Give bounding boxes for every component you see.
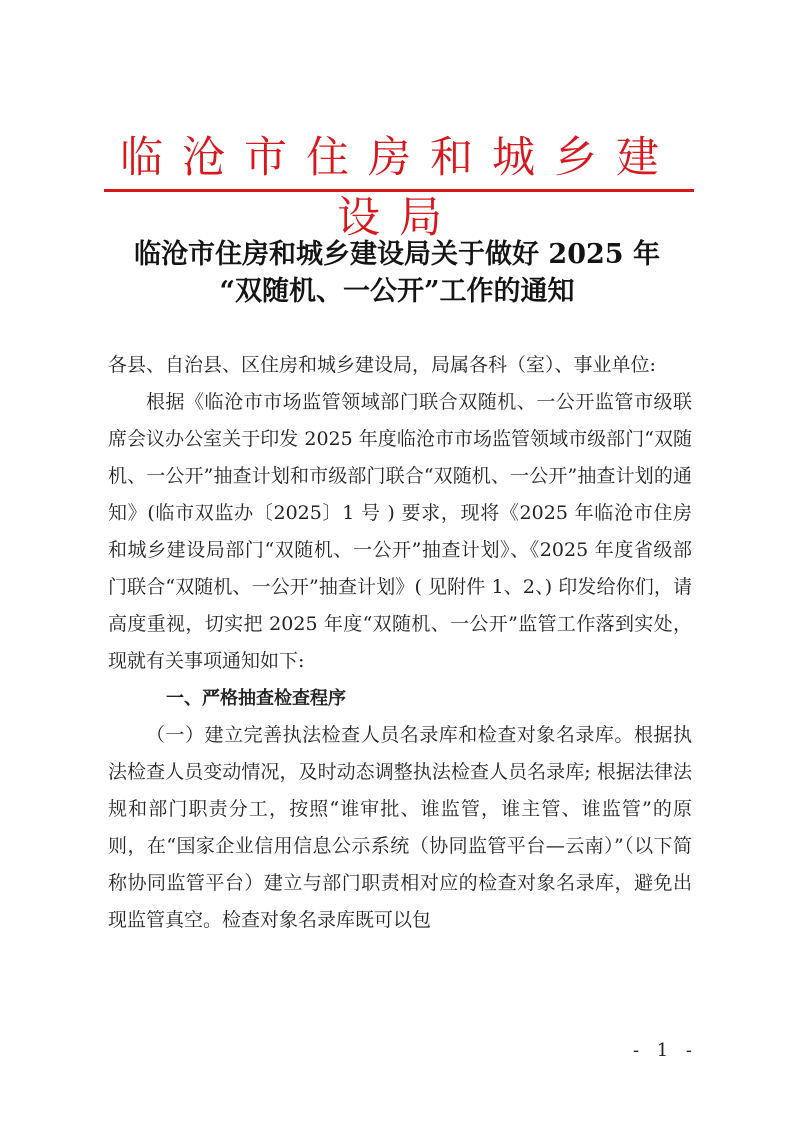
paragraph-item-1: （一）建立完善执法检查人员名录库和检查对象名录库。根据执法检查人员变动情况，及时动态调整执法检查人员名录库; 根据法律法规和部门职责分工，按照“谁审批、谁监管，谁主管、谁监管”的原则，在“国家企业信用信息公示系统（协同监管平台—云南）”（以下简称协同监管平台）建立与部门职责相对应的检查对象名录库，避免出现监管真空。检查对象名录库既可以包 <box>108 724 692 931</box>
salutation: 各县、自治县、区住房和城乡建设局，局属各科（室）、事业单位: <box>108 354 656 376</box>
section-heading-1: 一、严格抽查检查程序 <box>166 688 346 709</box>
agency-header: 临沧市住房和城乡建设局 <box>120 133 678 243</box>
notice-body <box>108 347 692 939</box>
notice-title-line-2: “双随机、一公开”工作的通知 <box>219 276 575 307</box>
header-red-rule <box>104 189 694 192</box>
notice-title-line-1: 临沧市住房和城乡建设局关于做好 2025 年 <box>134 239 660 270</box>
page-number: - 1 - <box>632 1040 698 1061</box>
paragraph-basis: 根据《临沧市市场监管领域部门联合双随机、一公开监管市级联席会议办公室关于印发 2025 年度临沧市市场监管领域市级部门“双随机、一公开”抽查计划和市级部门联合“双随机、一公开”抽查计划的通知》(临市双监办〔2025〕1 号 ) 要求，现将《2025 年临沧市住房和城乡建设局部门“双随机、一公开”抽查计划》、《2025 年度省级部门联合“双随机、一公开”抽查计划》( 见附件 1、2、) 印发给你们，请高度重视，切实把 2025 年度“双随机、一公开”监管工作落到实处，现就有关事项通知如下: <box>108 391 692 672</box>
